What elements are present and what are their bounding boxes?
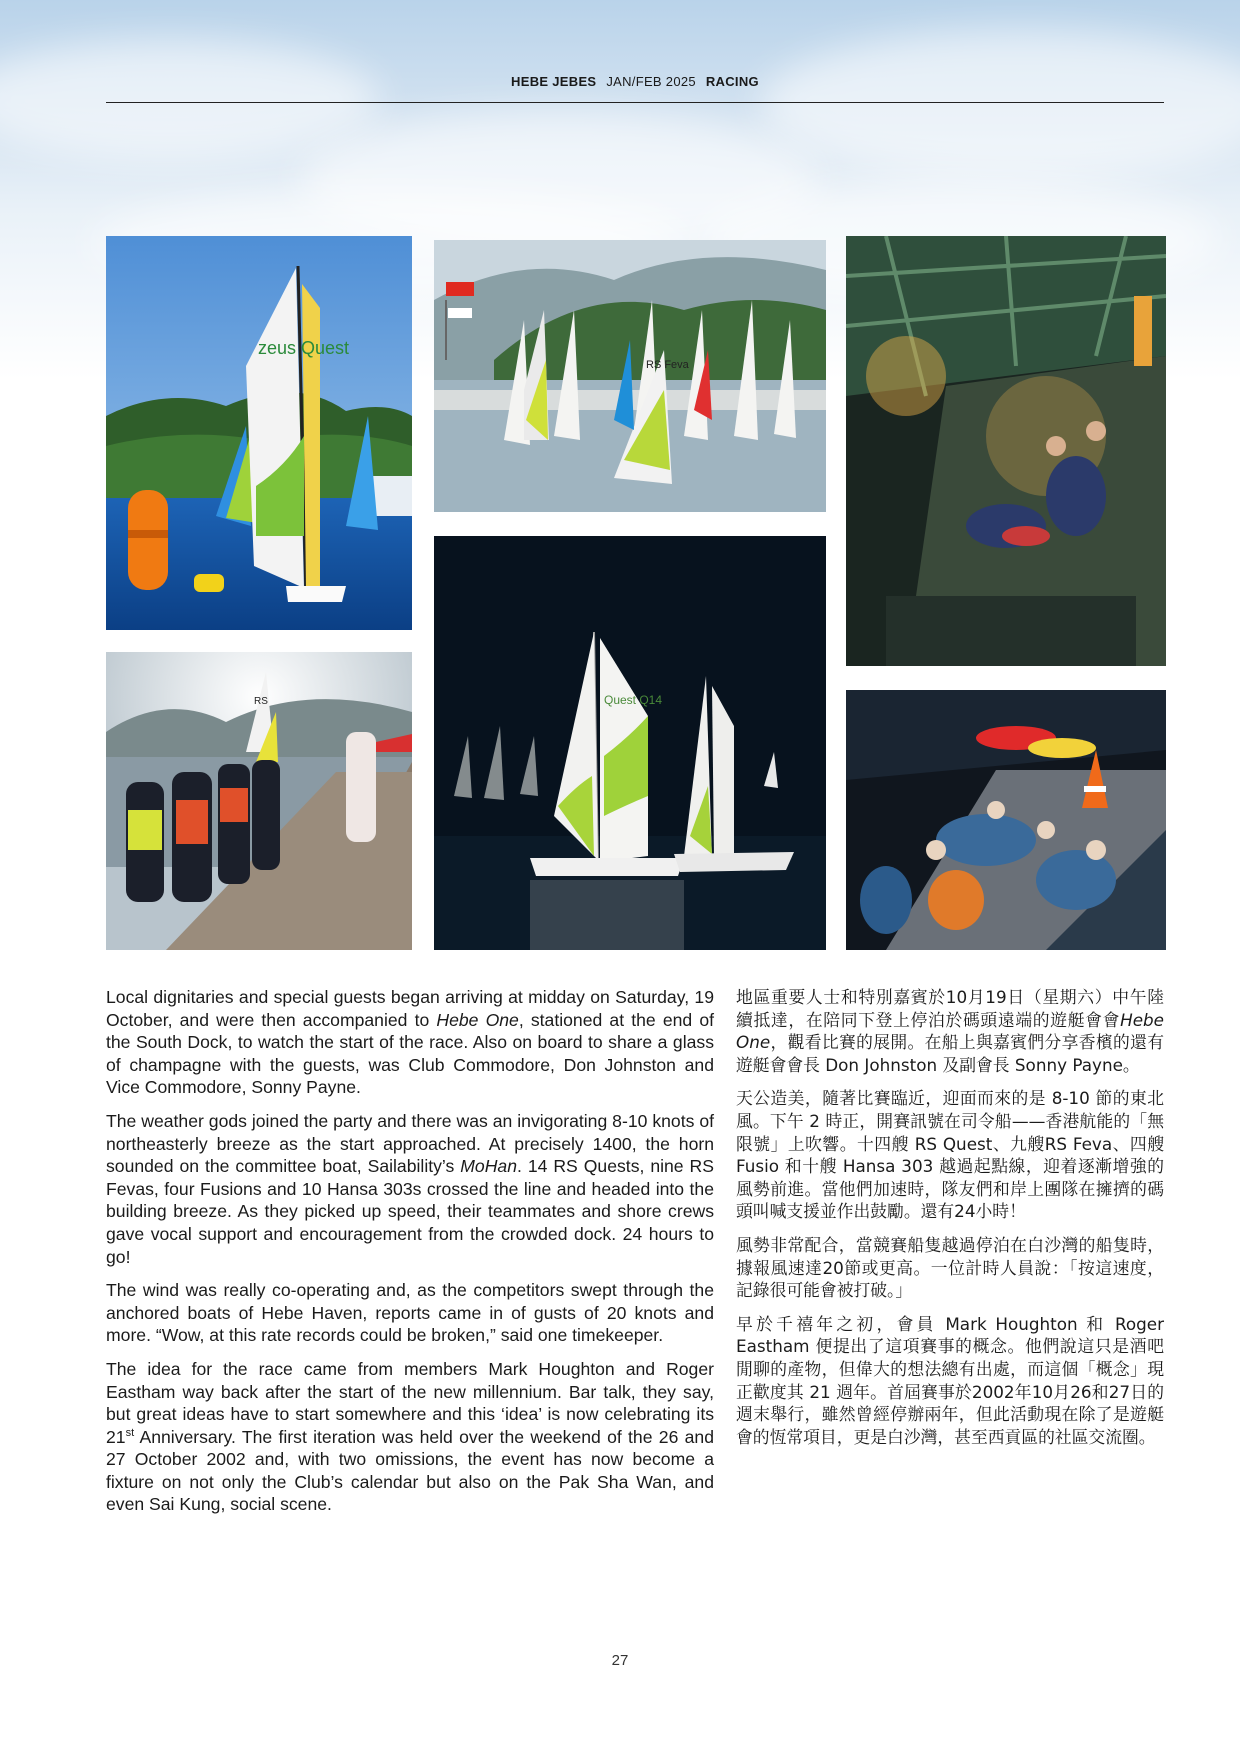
paragraph: 風勢非常配合，當競賽船隻越過停泊在白沙灣的船隻時，據報風速達20節或更高。一位計時人員說：「按這速度，記錄很可能會被打破。」 (736, 1234, 1164, 1301)
text: The idea for the race came from members Mark Houghton and Roger Eastham way back after the start of the new millennium. Bar talk, they say, but great ideas have to start somewhere and this ‘idea’ is now celebrating its 21 (106, 1358, 714, 1447)
photo-dock-juniors (106, 652, 412, 950)
photo-quest-at-buoy (106, 236, 412, 630)
paragraph (106, 1358, 714, 1516)
photo-night-sailing (434, 536, 826, 950)
sail-label: zeus Quest (258, 338, 350, 358)
boat-name: MoHan (460, 1156, 517, 1177)
photo-night-dock-crowd (846, 690, 1166, 950)
article-english (106, 986, 714, 1527)
page-number: 27 (611, 1652, 629, 1669)
photo-night-tent (846, 236, 1166, 666)
running-header (106, 74, 1164, 103)
text: Anniversary. The first iteration was held over the weekend of the 26 and 27 October 2002 and, with two omissions, the event has now become a fixture on not only the Club’s calendar but also on the Pak Sha Wan, and even Sai Kung, social scene. (106, 1426, 714, 1515)
sail-label: RS (254, 696, 268, 707)
section-name: RACING (705, 74, 759, 89)
magazine-name: HEBE JEBES (511, 74, 597, 89)
issue-date: JAN/FEB 2025 (606, 74, 696, 89)
sail-label: RS Feva (646, 359, 689, 371)
text: The weather gods joined the party and there was an invigorating 8-10 knots of northeasterly breeze as the start approached. At precisely 1400, the horn sounded on the committee boat, Sailability’s (106, 1110, 714, 1177)
text: 地區重要人士和特別嘉賓於10月19日（星期六）中午陸續抵達，在陪同下登上停泊於碼頭遠端的遊艇會會 (736, 987, 1164, 1030)
ordinal-suffix: st (125, 1426, 135, 1439)
photo-fleet-start (434, 240, 826, 512)
paragraph: The wind was really co-operating and, as the competitors swept through the anchored boats of Hebe Haven, reports came in of gusts of 20 knots and more. “Wow, at this rate records could be broken,” said one timekeeper. (106, 1280, 714, 1346)
boat-name: Hebe One (736, 1009, 1164, 1053)
paragraph (106, 1110, 714, 1268)
sail-label: Quest Q14 (604, 693, 663, 707)
paragraph (106, 986, 714, 1099)
text: ，觀看比賽的展開。在船上與嘉賓們分享香檳的還有遊艇會會長 Don Johnston 及副會長 Sonny Payne。 (736, 1032, 1164, 1075)
text: . 14 RS Quests, nine RS Fevas, four Fusions and 10 Hansa 303s crossed the line and headed into the building breeze. As they picked up speed, their teammates and shore crews gave vocal support and encouragement from the crowded dock. 24 hours to go! (106, 1156, 714, 1267)
text: , stationed at the end of the South Dock, to watch the start of the race. Also on board to share a glass of champagne with the guests, was Club Commodore, Don Johnston and Vice Commodore, Sonny Payne. (106, 1009, 714, 1098)
paragraph: 天公造美，隨著比賽臨近，迎面而來的是 8-10 節的東北風。下午 2 時正，開賽訊號在司令船——香港航能的「無限號」上吹響。十四艘 RS Quest、九艘RS Feva、四艘 Fusio 和十艘 Hansa 303 越過起點線，迎着逐漸增強的風勢前進。當他們加速時，隊友們和岸上團隊在擁擠的碼頭叫喊支援並作出鼓勵。還有24小時！ (736, 1088, 1164, 1222)
boat-name: Hebe One (436, 1009, 519, 1030)
paragraph (736, 986, 1164, 1076)
text: Local dignitaries and special guests began arriving at midday on Saturday, 19 October, and were then accompanied to (106, 987, 714, 1030)
article-chinese (736, 986, 1164, 1459)
paragraph: 早於千禧年之初，會員 Mark Houghton 和 Roger Eastham 便提出了這項賽事的概念。他們說這只是酒吧閒聊的產物，但偉大的想法總有出處，而這個「概念」現正歡度其 21 週年。首屆賽事於2002年10月26和27日的週末舉行，雖然曾經停辦兩年，但此活動現在除了是遊艇會的恆常項目，更是白沙灣，甚至西貢區的社區交流圈。 (736, 1313, 1164, 1447)
